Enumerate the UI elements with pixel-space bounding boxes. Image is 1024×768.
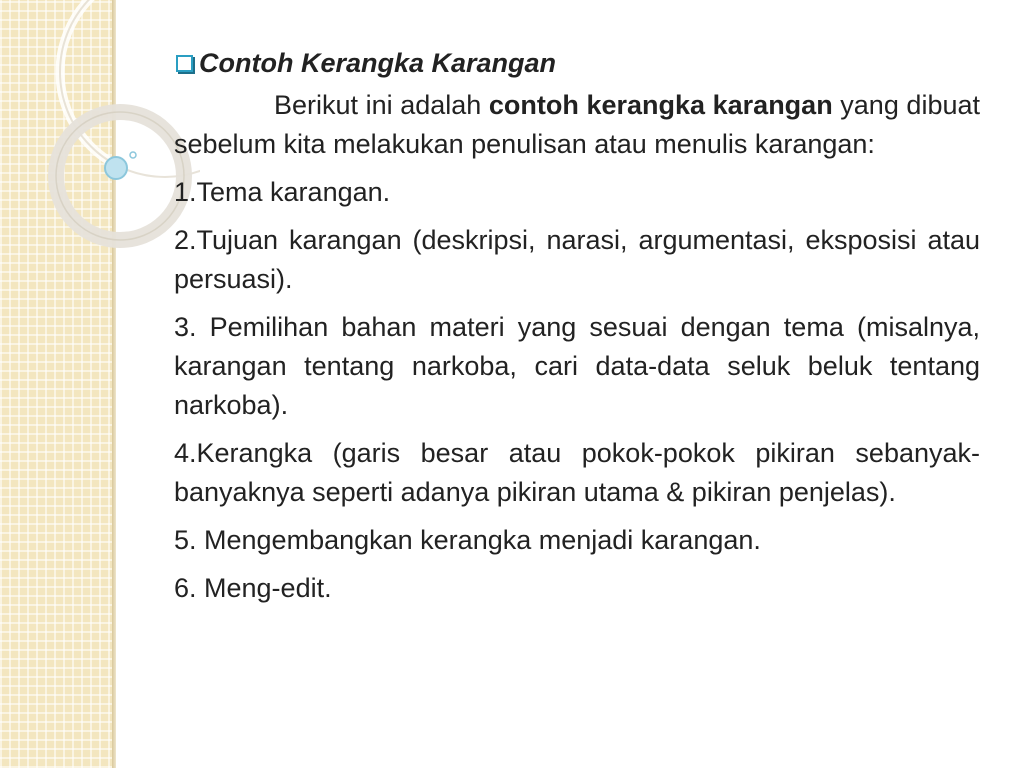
intro-text-after: yang dibuat sebelum kita melakukan penulisan atau menulis karangan:: [174, 90, 980, 159]
list-item-1: 1.Tema karangan.: [174, 177, 391, 207]
intro-paragraph: [174, 86, 980, 164]
list-item-2: 2.Tujuan karangan (deskripsi, narasi, argumentasi, eksposisi atau persuasi).: [174, 225, 980, 294]
intro-text-before: Berikut ini adalah: [274, 90, 489, 120]
slide-heading: [174, 44, 980, 83]
heading-text: Contoh Kerangka Karangan: [199, 48, 557, 78]
list-item-4: 4.Kerangka (garis besar atau pokok-pokok pikiran sebanyak-banyaknya seperti adanya pikiran utama & pikiran penjelas).: [174, 438, 980, 507]
list-item-3: 3. Pemilihan bahan materi yang sesuai dengan tema (misalnya, karangan tentang narkoba, cari data-data seluk beluk tentang narkoba).: [174, 312, 980, 420]
slide-content: [174, 44, 980, 617]
list-item-6: 6. Meng-edit.: [174, 573, 332, 603]
decorative-rings: [0, 0, 200, 260]
checkbox-bullet-icon: [176, 55, 193, 72]
intro-text-bold: contoh kerangka karangan: [488, 90, 833, 120]
list-item-5: 5. Mengembangkan kerangka menjadi karangan.: [174, 525, 761, 555]
